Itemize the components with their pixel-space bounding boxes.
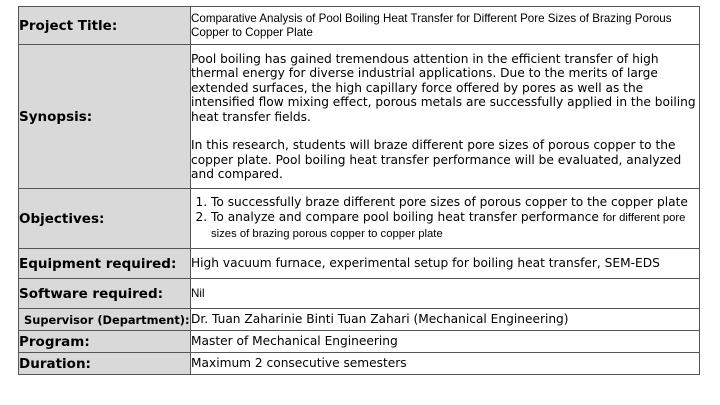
paragraph-spacer (191, 124, 699, 138)
row-equipment (19, 249, 700, 279)
row-software (19, 279, 700, 309)
duration-value: Maximum 2 consecutive semesters (191, 353, 700, 375)
supervisor-label: Supervisor (Department): (19, 309, 191, 331)
objectives-list (191, 195, 699, 242)
objective-item (211, 195, 699, 210)
supervisor-value: Dr. Tuan Zaharinie Binti Tuan Zahari (Mechanical Engineering) (191, 309, 700, 331)
objective-text-tail: for different pore sizes of brazing porous copper to copper plate (211, 212, 686, 240)
equipment-label: Equipment required: (19, 249, 191, 279)
objective-text: To analyze and compare pool boiling heat transfer performance (211, 210, 603, 224)
objectives-value (191, 189, 700, 249)
duration-label: Duration: (19, 353, 191, 375)
row-program (19, 331, 700, 353)
row-synopsis (19, 45, 700, 189)
program-value: Master of Mechanical Engineering (191, 331, 700, 353)
software-value: Nil (191, 279, 700, 309)
row-objectives (19, 189, 700, 249)
software-label: Software required: (19, 279, 191, 309)
objective-text: To successfully braze different pore sizes of porous copper to the copper plate (211, 195, 688, 209)
synopsis-label: Synopsis: (19, 45, 191, 189)
row-project-title (19, 7, 700, 45)
program-label: Program: (19, 331, 191, 353)
project-title-value: Comparative Analysis of Pool Boiling Heat Transfer for Different Pore Sizes of Brazing Porous Copper to Copper Plate (191, 7, 700, 45)
objective-item (211, 210, 699, 242)
synopsis-value (191, 45, 700, 189)
objectives-label: Objectives: (19, 189, 191, 249)
row-duration (19, 353, 700, 375)
row-supervisor (19, 309, 700, 331)
project-title-label: Project Title: (19, 7, 191, 45)
synopsis-paragraph: Pool boiling has gained tremendous attention in the efficient transfer of high thermal energy for diverse industrial applications. Due to the merits of large extended surfaces, the high capillary force offered by pores as well as the intensified flow mixing effect, porous metals are successfully applied in the boiling heat transfer fields. (191, 51, 696, 124)
equipment-value: High vacuum furnace, experimental setup for boiling heat transfer, SEM-EDS (191, 249, 700, 279)
synopsis-paragraph: In this research, students will braze different pore sizes of porous copper to the copper plate. Pool boiling heat transfer performance will be evaluated, analyzed and compared. (191, 138, 682, 181)
project-details-table (18, 6, 700, 375)
